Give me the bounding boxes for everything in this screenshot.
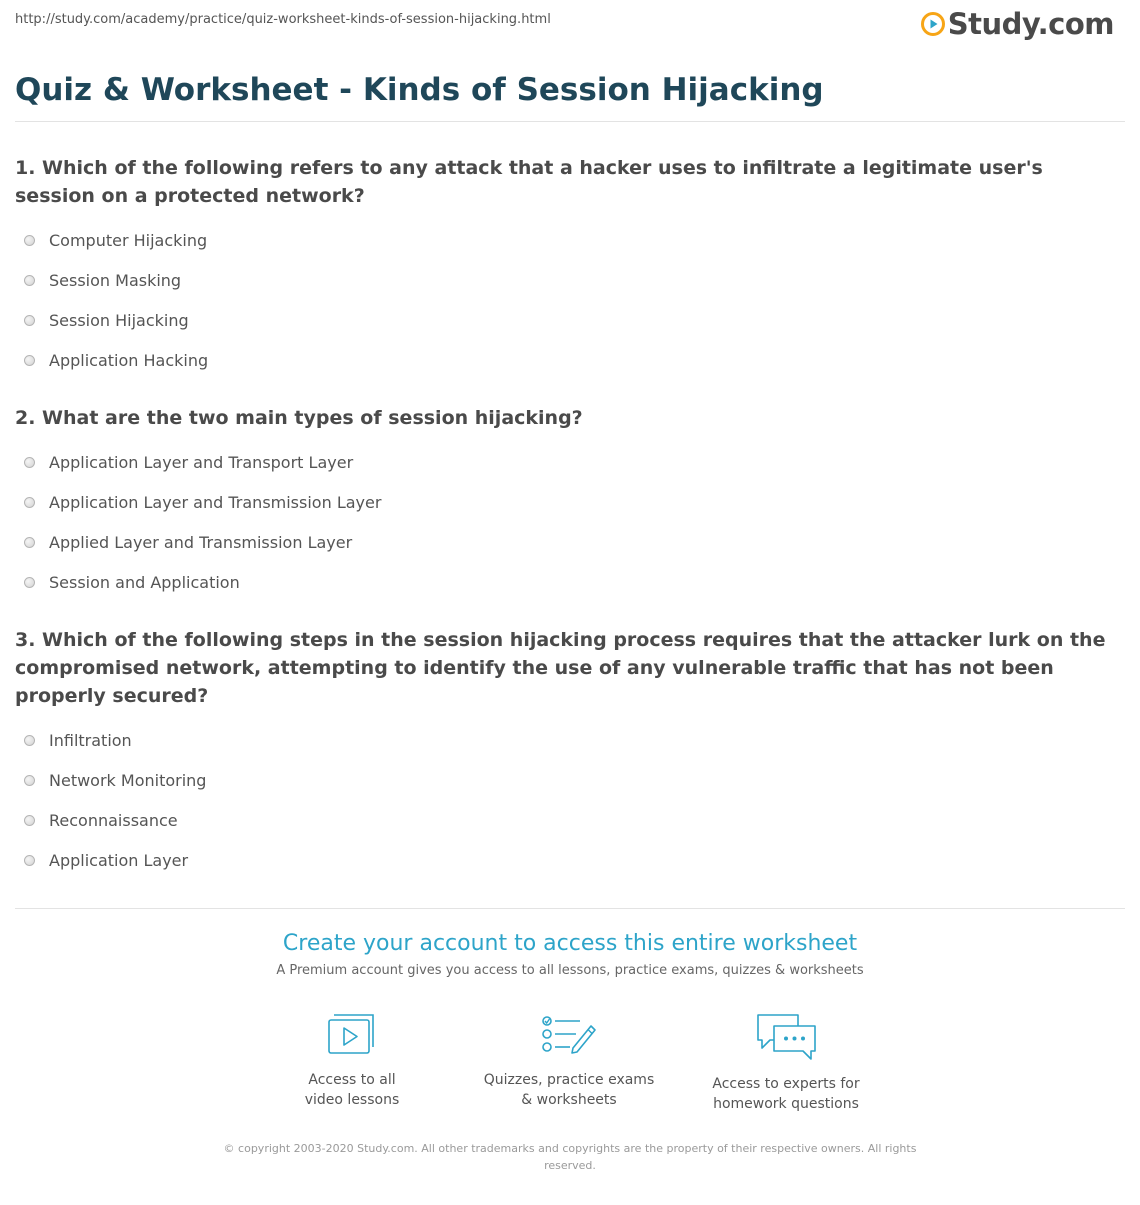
- answer-label: Application Layer and Transmission Layer: [49, 492, 382, 512]
- video-lessons-icon: [326, 1012, 378, 1058]
- answer-option[interactable]: [15, 482, 1110, 522]
- answer-option[interactable]: [15, 562, 1110, 602]
- signup-cta: [0, 930, 1140, 978]
- radio-button[interactable]: [24, 577, 35, 588]
- question-3: [15, 626, 1110, 880]
- answer-label: Session Masking: [49, 270, 182, 290]
- question-1: [15, 154, 1110, 380]
- radio-button[interactable]: [24, 735, 35, 746]
- chat-bubbles-icon: [754, 1012, 818, 1062]
- cta-subtitle: A Premium account gives you access to all lessons, practice exams, quizzes & worksheets: [276, 963, 864, 978]
- logo-text: Study.com: [947, 7, 1114, 41]
- answer-label: Reconnaissance: [49, 810, 178, 830]
- answer-option[interactable]: [15, 800, 1110, 840]
- feature-label: Access to all video lessons: [304, 1072, 400, 1108]
- page-url: http://study.com/academy/practice/quiz-worksheet-kinds-of-session-hijacking.html: [15, 12, 551, 27]
- create-account-link[interactable]: Create your account to access this entire worksheet: [282, 931, 858, 956]
- radio-button[interactable]: [24, 815, 35, 826]
- answer-label: Application Layer and Transport Layer: [49, 452, 354, 472]
- answer-option[interactable]: [15, 522, 1110, 562]
- answer-options: [15, 720, 1110, 880]
- radio-button[interactable]: [24, 775, 35, 786]
- answer-label: Infiltration: [49, 730, 132, 750]
- answer-option[interactable]: [15, 720, 1110, 760]
- answer-option[interactable]: [15, 840, 1110, 880]
- feature-video-lessons: [252, 1012, 452, 1110]
- radio-button[interactable]: [24, 315, 35, 326]
- question-text: 3. Which of the following steps in the session hijacking process requires that the attacker lurk on the compromised network, attempting to identify the use of any vulnerable traffic that has not been properly secured?: [15, 629, 1106, 707]
- question-text: 2. What are the two main types of session hijacking?: [15, 407, 583, 429]
- feature-experts: [686, 1012, 886, 1114]
- answer-option[interactable]: [15, 442, 1110, 482]
- answer-options: [15, 220, 1110, 380]
- radio-button[interactable]: [24, 497, 35, 508]
- premium-features: [0, 1012, 1140, 1112]
- copyright-footer: © copyright 2003-2020 Study.com. All other trademarks and copyrights are the property of their respective owners. All rights reserved.: [223, 1142, 917, 1172]
- question-2: [15, 404, 1110, 602]
- question-list: [15, 154, 1110, 904]
- answer-label: Applied Layer and Transmission Layer: [49, 532, 353, 552]
- answer-label: Network Monitoring: [49, 770, 207, 790]
- answer-label: Session Hijacking: [49, 310, 189, 330]
- answer-label: Application Hacking: [49, 350, 209, 370]
- answer-option[interactable]: [15, 220, 1110, 260]
- cta-divider: [15, 908, 1125, 909]
- radio-button[interactable]: [24, 537, 35, 548]
- answer-option[interactable]: [15, 760, 1110, 800]
- answer-option[interactable]: [15, 340, 1110, 380]
- feature-quizzes: [469, 1012, 669, 1110]
- radio-button[interactable]: [24, 355, 35, 366]
- radio-button[interactable]: [24, 235, 35, 246]
- answer-option[interactable]: [15, 300, 1110, 340]
- radio-button[interactable]: [24, 457, 35, 468]
- answer-option[interactable]: [15, 260, 1110, 300]
- page-title: Quiz & Worksheet - Kinds of Session Hijacking: [15, 72, 824, 108]
- title-divider: [15, 121, 1125, 122]
- answer-label: Session and Application: [49, 572, 240, 592]
- study-logo[interactable]: [921, 6, 1114, 42]
- play-logo-icon: [921, 12, 945, 36]
- answer-label: Computer Hijacking: [49, 230, 208, 250]
- answer-label: Application Layer: [49, 850, 189, 870]
- feature-label: Quizzes, practice exams & worksheets: [483, 1072, 655, 1108]
- radio-button[interactable]: [24, 855, 35, 866]
- radio-button[interactable]: [24, 275, 35, 286]
- feature-label: Access to experts for homework questions: [712, 1076, 860, 1112]
- question-text: 1. Which of the following refers to any attack that a hacker uses to infiltrate a legitimate user's session on a protected network?: [15, 157, 1043, 207]
- quiz-list-icon: [540, 1012, 598, 1058]
- answer-options: [15, 442, 1110, 602]
- top-bar: [0, 0, 1140, 46]
